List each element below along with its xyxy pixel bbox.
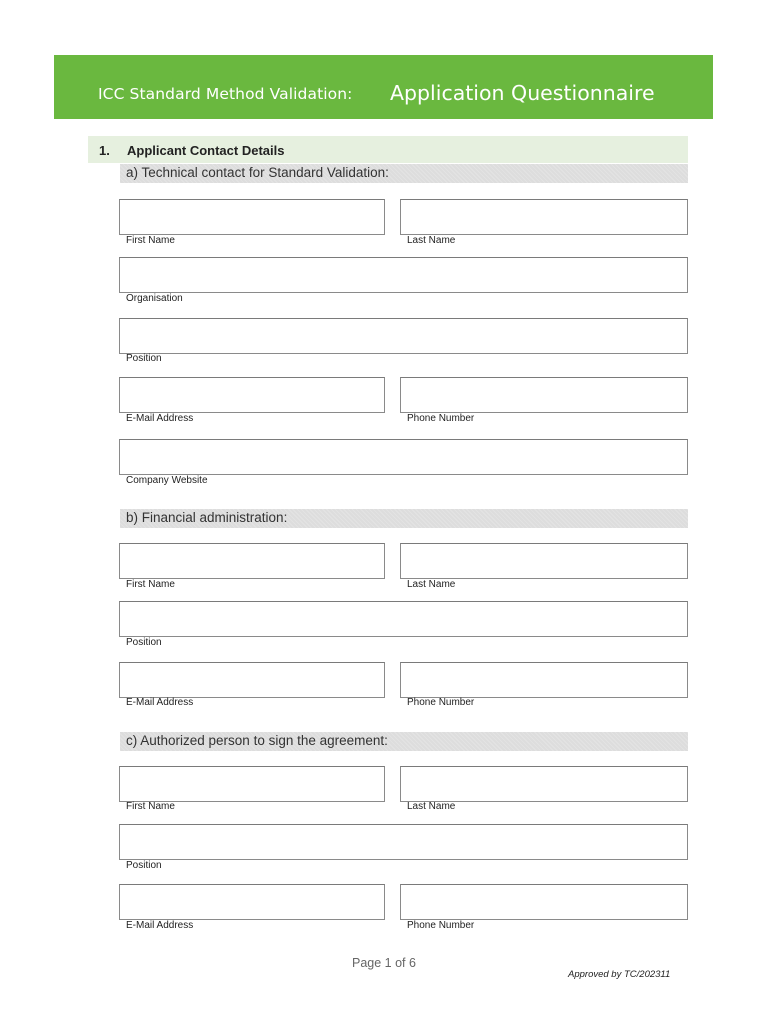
title-banner: [54, 55, 713, 119]
technical-email-field[interactable]: [119, 377, 385, 413]
financial-heading: b) Financial administration:: [126, 510, 288, 525]
authorized-position-label: Position: [126, 860, 162, 871]
financial-position-field[interactable]: [119, 601, 688, 637]
technical-phone-field[interactable]: [400, 377, 688, 413]
authorized-first-name-label: First Name: [126, 801, 175, 812]
technical-last-name-field[interactable]: [400, 199, 688, 235]
technical-first-name-label: First Name: [126, 235, 175, 246]
financial-email-label: E-Mail Address: [126, 697, 194, 708]
authorized-last-name-label: Last Name: [407, 801, 456, 812]
approval-note: Approved by TC/202311: [568, 969, 671, 980]
technical-website-label: Company Website: [126, 475, 208, 486]
authorized-email-label: E-Mail Address: [126, 920, 194, 931]
page-number: Page 1 of 6: [352, 956, 416, 970]
authorized-first-name-field[interactable]: [119, 766, 385, 802]
section-title: Applicant Contact Details: [127, 143, 285, 158]
authorized-email-field[interactable]: [119, 884, 385, 920]
page-title: Application Questionnaire: [390, 81, 655, 105]
authorized-position-field[interactable]: [119, 824, 688, 860]
section-number: 1.: [99, 143, 110, 158]
technical-position-field[interactable]: [119, 318, 688, 354]
technical-position-label: Position: [126, 353, 162, 364]
financial-first-name-field[interactable]: [119, 543, 385, 579]
financial-phone-field[interactable]: [400, 662, 688, 698]
authorized-phone-field[interactable]: [400, 884, 688, 920]
technical-heading: a) Technical contact for Standard Validation:: [126, 165, 389, 180]
title-prefix: ICC Standard Method Validation:: [98, 85, 353, 103]
technical-first-name-field[interactable]: [119, 199, 385, 235]
financial-email-field[interactable]: [119, 662, 385, 698]
technical-email-label: E-Mail Address: [126, 413, 194, 424]
authorized-phone-label: Phone Number: [407, 920, 475, 931]
financial-phone-label: Phone Number: [407, 697, 475, 708]
technical-website-field[interactable]: [119, 439, 688, 475]
authorized-last-name-field[interactable]: [400, 766, 688, 802]
financial-last-name-label: Last Name: [407, 579, 456, 590]
financial-position-label: Position: [126, 637, 162, 648]
financial-first-name-label: First Name: [126, 579, 175, 590]
technical-organisation-field[interactable]: [119, 257, 688, 293]
technical-organisation-label: Organisation: [126, 293, 183, 304]
technical-last-name-label: Last Name: [407, 235, 456, 246]
financial-last-name-field[interactable]: [400, 543, 688, 579]
technical-phone-label: Phone Number: [407, 413, 475, 424]
authorized-heading: c) Authorized person to sign the agreement:: [126, 733, 388, 748]
